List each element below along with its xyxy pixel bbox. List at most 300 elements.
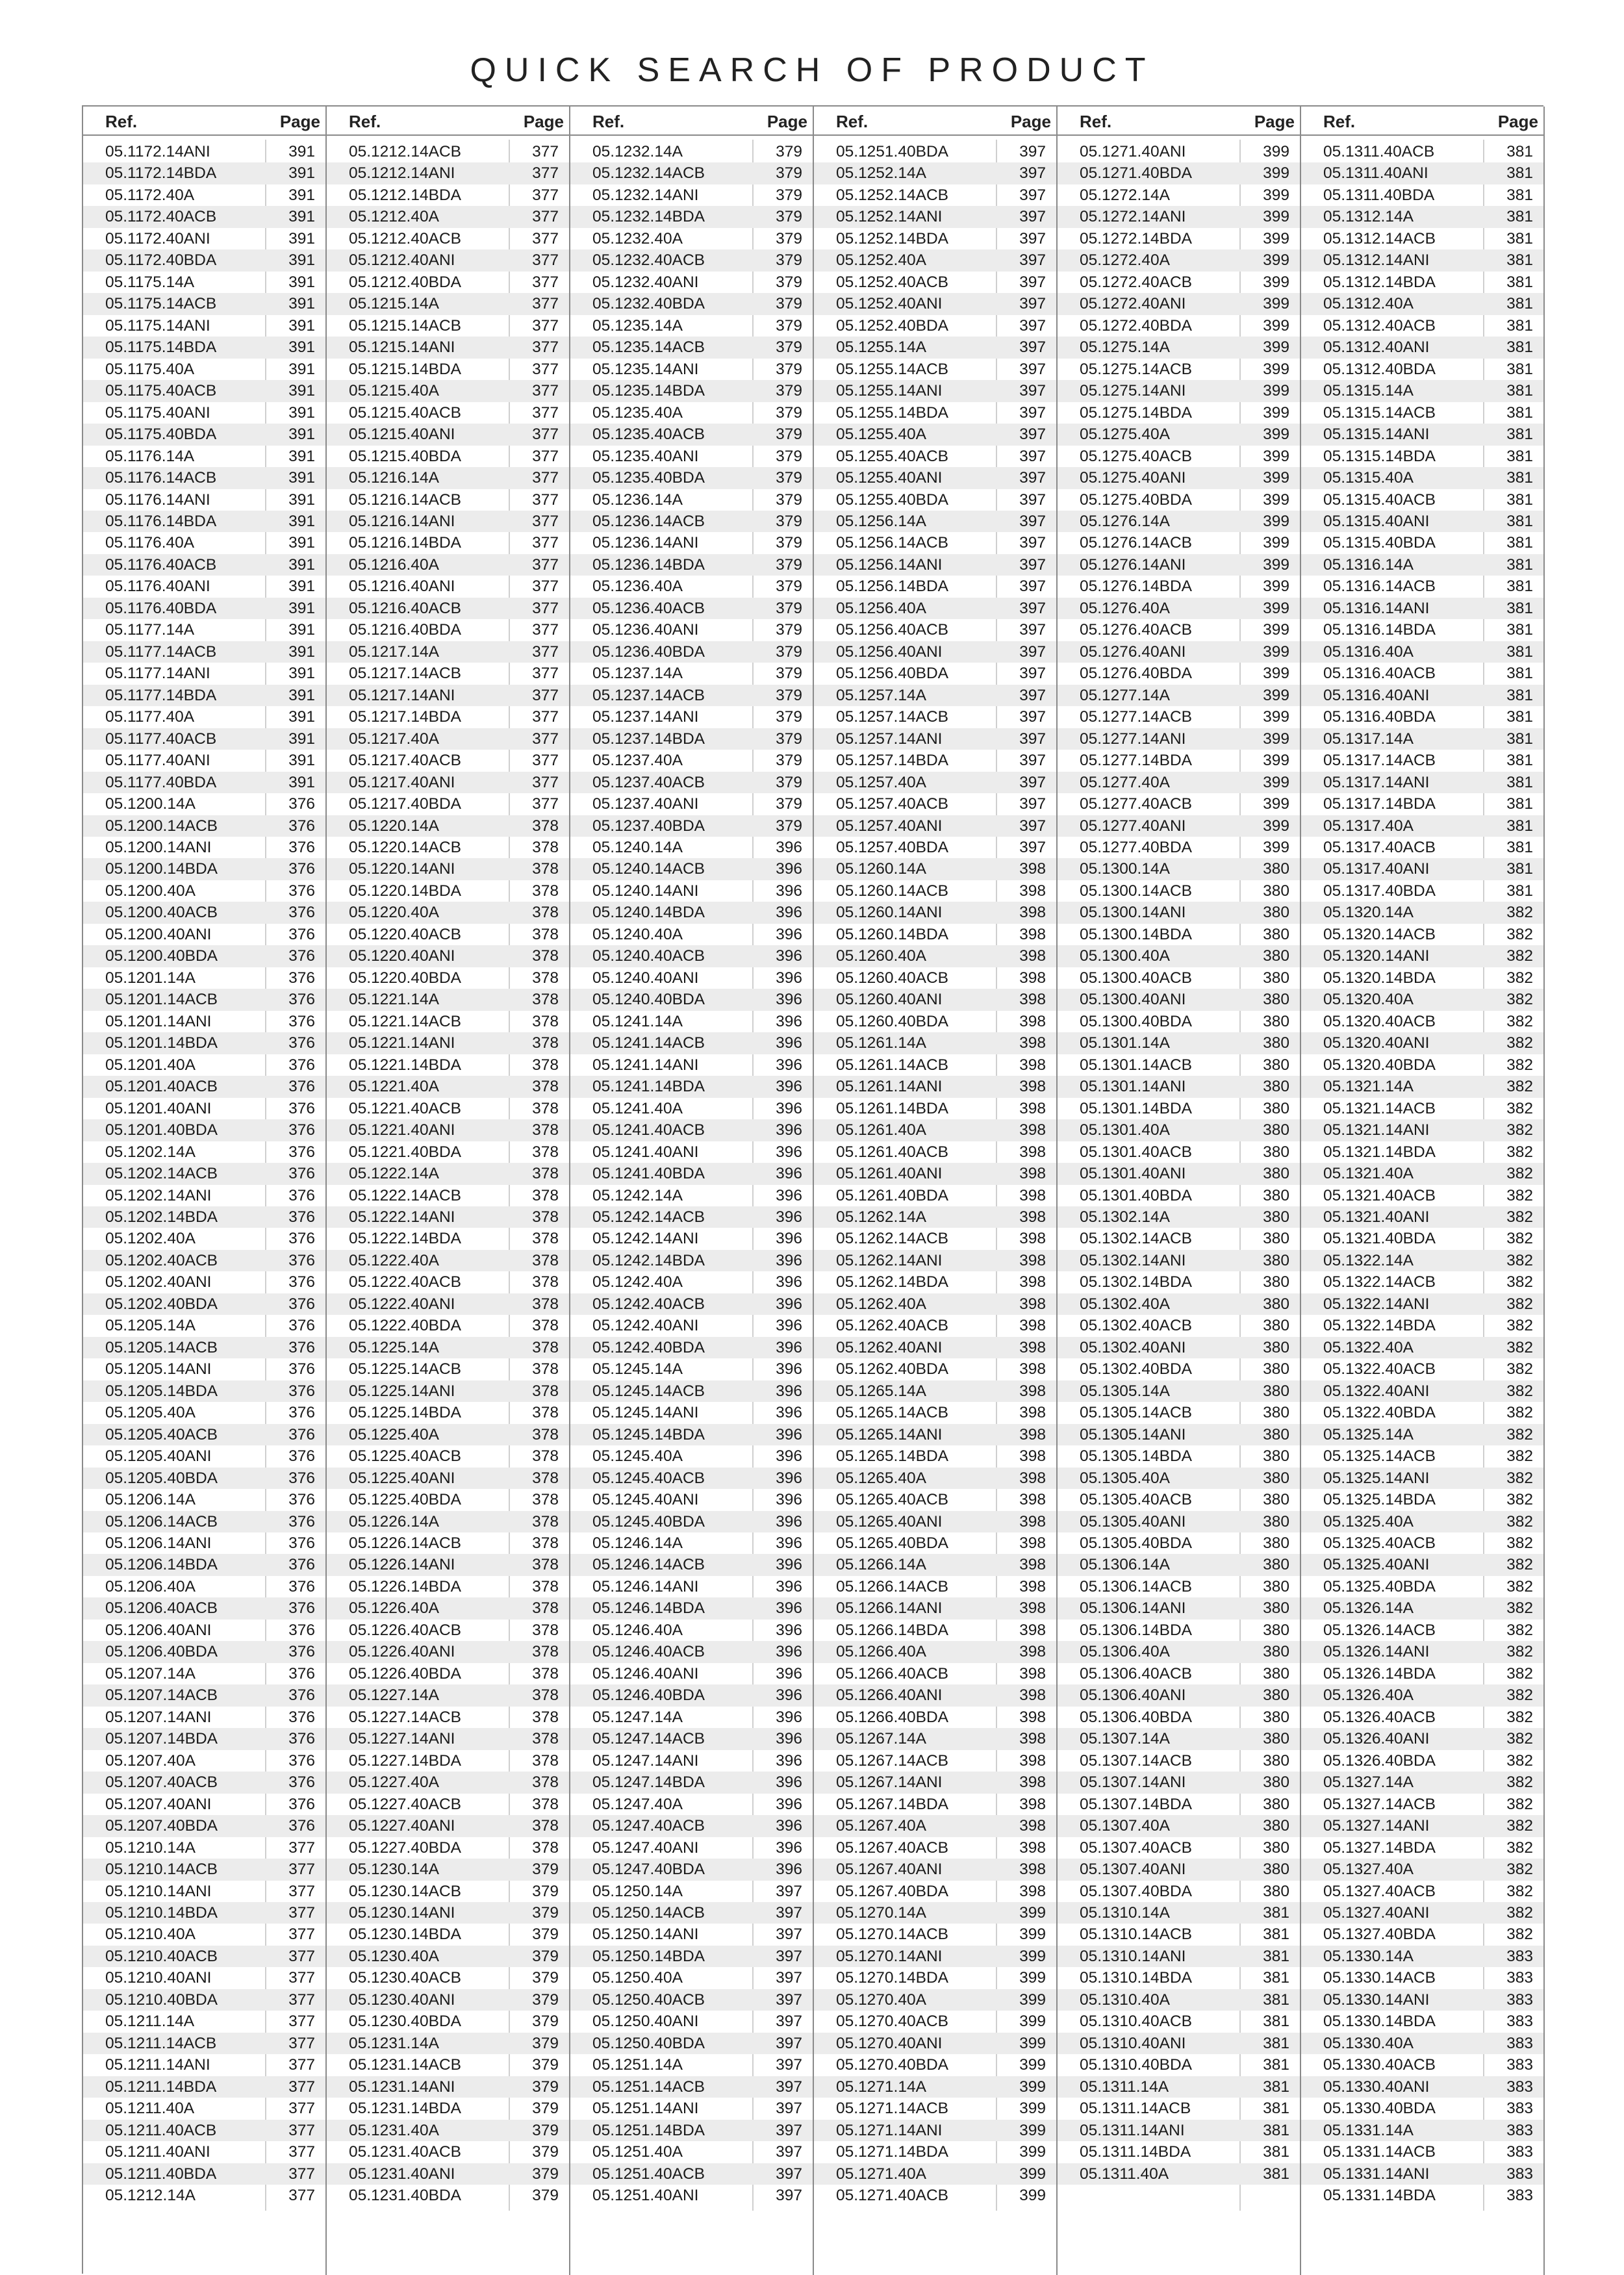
ref-code: 05.1215.14ACB: [349, 316, 461, 335]
table-row: [1301, 2076, 1543, 2098]
table-row: [1301, 1141, 1543, 1163]
ref-code: 05.1257.40BDA: [836, 839, 948, 856]
table-row: [1301, 1597, 1543, 1619]
page-number: 377: [288, 2165, 315, 2183]
ref-code: 05.1262.40ANI: [836, 1338, 943, 1356]
ref-code: 05.1220.14ANI: [349, 860, 455, 878]
ref-code: 05.1267.40BDA: [836, 1882, 948, 1900]
ref-code: 05.1251.14BDA: [592, 2121, 705, 2139]
table-row: [1058, 1489, 1300, 1510]
ref-code: 05.1272.14A: [1080, 186, 1170, 204]
row-list: [1301, 141, 1543, 2207]
table-row: [570, 1902, 813, 1924]
page-number: 380: [1263, 1773, 1289, 1792]
page-number: 376: [288, 1599, 315, 1618]
table-row: [1301, 359, 1543, 380]
page-number: 382: [1506, 1360, 1533, 1379]
table-row: [1058, 576, 1300, 597]
ref-code: 05.1301.14A: [1080, 1034, 1170, 1052]
page-number: 397: [1019, 773, 1046, 791]
page-number: 378: [532, 1404, 559, 1422]
table-row: [327, 750, 569, 771]
table-row: [570, 902, 813, 923]
page-number: 379: [776, 795, 802, 813]
page-number: 377: [532, 426, 559, 444]
page-number: 378: [532, 925, 559, 943]
table-row: [83, 750, 325, 771]
ref-code: 05.1255.14ANI: [836, 382, 943, 400]
ref-code: 05.1205.14A: [105, 1317, 196, 1335]
table-row: [83, 1185, 325, 1206]
ref-code: 05.1201.14ACB: [105, 991, 218, 1009]
page-number: 377: [532, 360, 559, 378]
page-number: 398: [1019, 1143, 1046, 1161]
page-number: 378: [532, 1317, 559, 1335]
page-number: 376: [288, 1512, 315, 1531]
page-number: 382: [1506, 1643, 1533, 1661]
page-number: 380: [1263, 1273, 1289, 1291]
ref-code: 05.1311.14A: [1080, 2078, 1169, 2096]
page-number: 380: [1263, 969, 1289, 987]
ref-code: 05.1222.14A: [349, 1165, 439, 1183]
page-number: 376: [288, 1273, 315, 1291]
table-row: [83, 1011, 325, 1032]
table-row: [814, 206, 1056, 227]
ref-code: 05.1255.40ACB: [836, 447, 948, 465]
ref-code: 05.1322.14ACB: [1323, 1273, 1436, 1291]
page-number: 381: [1263, 1947, 1289, 1965]
table-row: [327, 1185, 569, 1206]
table-row: [327, 315, 569, 337]
table-row: [327, 1815, 569, 1837]
page-number: 382: [1506, 1251, 1533, 1269]
page-number: 378: [532, 1295, 559, 1313]
table-row: [1058, 1032, 1300, 1054]
page-number: 382: [1506, 1425, 1533, 1443]
table-row: [570, 1185, 813, 1206]
ref-code: 05.1301.40A: [1080, 1121, 1170, 1139]
table-row: [570, 772, 813, 793]
page-number: 382: [1506, 1338, 1533, 1356]
ref-code: 05.1240.14A: [592, 839, 683, 856]
ref-code: 05.1302.14BDA: [1080, 1273, 1192, 1291]
table-row: [83, 685, 325, 706]
table-row: [814, 619, 1056, 641]
ref-code: 05.1240.14ACB: [592, 860, 705, 878]
ref-code: 05.1276.14BDA: [1080, 578, 1192, 596]
table-row: [83, 1946, 325, 1967]
page-number: 378: [532, 1512, 559, 1531]
page-number: 376: [288, 991, 315, 1009]
ref-code: 05.1227.14BDA: [349, 1751, 461, 1770]
table-row: [814, 1293, 1056, 1315]
page-number: 379: [776, 621, 802, 639]
index-column: [570, 107, 814, 2275]
page-number: 398: [1019, 1556, 1046, 1574]
page-header: Page: [279, 112, 320, 131]
page-number: 382: [1506, 1382, 1533, 1400]
table-row: [814, 1076, 1056, 1097]
table-row: [570, 162, 813, 184]
page-number: 382: [1506, 1795, 1533, 1813]
page-number: 383: [1506, 2013, 1533, 2031]
ref-code: 05.1206.40BDA: [105, 1643, 218, 1661]
table-row: [1301, 228, 1543, 249]
page-number: 377: [532, 555, 559, 574]
ref-code: 05.1176.40ANI: [105, 578, 210, 596]
table-row: [1058, 728, 1300, 750]
table-row: [327, 1076, 569, 1097]
table-row: [570, 315, 813, 337]
ref-code: 05.1212.40ACB: [349, 229, 461, 248]
ref-code: 05.1235.40BDA: [592, 469, 705, 487]
ref-code: 05.1230.14A: [349, 1861, 439, 1879]
ref-code: 05.1201.14A: [105, 969, 196, 987]
ref-code: 05.1175.14BDA: [105, 338, 217, 357]
page-number: 377: [532, 295, 559, 313]
table-row: [83, 1554, 325, 1575]
ref-code: 05.1265.14BDA: [836, 1447, 948, 1466]
ref-code: 05.1317.40ANI: [1323, 860, 1430, 878]
ref-code: 05.1232.14BDA: [592, 208, 705, 226]
table-row: [1058, 1859, 1300, 1880]
table-row: [814, 1750, 1056, 1772]
ref-code: 05.1306.40ACB: [1080, 1664, 1192, 1683]
ref-code: 05.1255.14A: [836, 338, 926, 357]
page-number: 380: [1263, 1838, 1289, 1857]
table-row: [570, 728, 813, 750]
table-row: [83, 1663, 325, 1684]
table-row: [1058, 1728, 1300, 1749]
ref-code: 05.1230.40ACB: [349, 1969, 461, 1987]
ref-code: 05.1251.40A: [592, 2143, 683, 2161]
table-row: [1058, 1315, 1300, 1336]
ref-code: 05.1266.14ACB: [836, 1577, 948, 1595]
table-row: [1301, 1794, 1543, 1815]
table-row: [814, 1772, 1056, 1793]
ref-code: 05.1177.40A: [105, 708, 195, 726]
page-number: 379: [776, 730, 802, 748]
ref-code: 05.1271.40ANI: [1080, 143, 1186, 160]
table-row: [814, 858, 1056, 880]
ref-code: 05.1202.40BDA: [105, 1295, 218, 1313]
table-row: [83, 1119, 325, 1141]
table-row: [1058, 1902, 1300, 1924]
page-number: 379: [776, 555, 802, 574]
ref-code: 05.1176.14ANI: [105, 490, 210, 509]
ref-code: 05.1221.40ACB: [349, 1099, 461, 1117]
page-number: 397: [1019, 555, 1046, 574]
table-row: [1058, 1119, 1300, 1141]
page-number: 382: [1506, 1078, 1533, 1096]
page-number: 391: [288, 490, 315, 509]
page-number: 398: [1019, 1034, 1046, 1052]
table-row: [1058, 837, 1300, 858]
table-row: [814, 728, 1056, 750]
page-number: 397: [1019, 752, 1046, 770]
ref-code: 05.1325.14ACB: [1323, 1447, 1436, 1466]
ref-code: 05.1250.40ACB: [592, 1990, 705, 2009]
ref-code: 05.1271.14ANI: [836, 2121, 943, 2139]
ref-code: 05.1260.14BDA: [836, 925, 948, 943]
ref-code: 05.1306.14ANI: [1080, 1599, 1186, 1618]
page-number: 381: [1263, 1969, 1289, 1987]
ref-code: 05.1300.14ANI: [1080, 904, 1186, 922]
table-row: [1058, 1098, 1300, 1119]
table-row: [1058, 467, 1300, 489]
table-row: [1058, 1750, 1300, 1772]
ref-code: 05.1311.14ACB: [1080, 2100, 1191, 2118]
ref-code: 05.1236.40A: [592, 578, 683, 596]
table-row: [570, 1924, 813, 1945]
ref-code: 05.1330.40ANI: [1323, 2078, 1430, 2096]
page-number: 379: [776, 447, 802, 465]
table-row: [1058, 619, 1300, 641]
table-row: [1301, 272, 1543, 293]
ref-code: 05.1320.40ACB: [1323, 1012, 1436, 1030]
page-number: 382: [1506, 1056, 1533, 1074]
ref-code: 05.1246.14BDA: [592, 1599, 705, 1618]
ref-header: Ref.: [836, 112, 869, 131]
page-number: 396: [776, 1382, 802, 1400]
table-row: [1058, 1707, 1300, 1728]
table-row: [327, 1032, 569, 1054]
ref-code: 05.1215.40A: [349, 382, 439, 400]
ref-code: 05.1315.14ACB: [1323, 403, 1436, 422]
page-number: 396: [776, 1208, 802, 1226]
page-number: 391: [288, 708, 315, 726]
ref-code: 05.1261.14BDA: [836, 1099, 948, 1117]
page-number: 382: [1506, 1012, 1533, 1030]
table-row: [83, 184, 325, 206]
table-row: [327, 1228, 569, 1249]
page-number: 381: [1506, 642, 1533, 661]
ref-code: 05.1271.40A: [836, 2165, 926, 2183]
ref-code: 05.1306.14BDA: [1080, 1621, 1192, 1639]
page-number: 399: [1263, 403, 1289, 422]
table-row: [570, 1641, 813, 1662]
table-row: [327, 858, 569, 880]
page-number: 379: [776, 273, 802, 291]
ref-code: 05.1222.40ANI: [349, 1295, 455, 1313]
ref-code: 05.1256.40A: [836, 599, 926, 617]
page-number: 376: [288, 1491, 315, 1509]
page-number: 382: [1506, 1317, 1533, 1335]
page-number: 382: [1506, 1708, 1533, 1726]
ref-code: 05.1251.14ACB: [592, 2078, 705, 2096]
table-row: [570, 184, 813, 206]
table-row: [327, 1098, 569, 1119]
page-number: 379: [776, 708, 802, 726]
table-row: [1058, 1271, 1300, 1293]
ref-code: 05.1267.14ACB: [836, 1751, 948, 1770]
ref-code: 05.1275.40ACB: [1080, 447, 1192, 465]
ref-code: 05.1307.14ANI: [1080, 1773, 1186, 1792]
table-row: [814, 1859, 1056, 1880]
table-row: [83, 337, 325, 358]
table-row: [814, 1054, 1056, 1076]
table-row: [83, 1098, 325, 1119]
ref-code: 05.1327.40BDA: [1323, 1925, 1436, 1944]
ref-code: 05.1250.40A: [592, 1969, 683, 1987]
page-number: 381: [1263, 2034, 1289, 2052]
ref-code: 05.1200.40A: [105, 882, 196, 900]
ref-code: 05.1237.14A: [592, 665, 683, 683]
table-row: [814, 2076, 1056, 2098]
ref-header: Ref.: [349, 112, 381, 131]
page-number: 379: [776, 773, 802, 791]
page-number: 396: [776, 969, 802, 987]
table-row: [1301, 2098, 1543, 2119]
ref-code: 05.1260.40A: [836, 947, 926, 965]
ref-code: 05.1205.40ACB: [105, 1425, 218, 1443]
ref-code: 05.1315.40ANI: [1323, 512, 1430, 530]
ref-code: 05.1301.40ANI: [1080, 1165, 1186, 1183]
page-number: 382: [1506, 991, 1533, 1009]
ref-code: 05.1245.40A: [592, 1447, 683, 1466]
table-row: [1058, 446, 1300, 467]
ref-code: 05.1242.40A: [592, 1273, 683, 1291]
page-number: 396: [776, 1730, 802, 1748]
ref-code: 05.1231.14ACB: [349, 2056, 461, 2074]
page-number: 376: [288, 1165, 315, 1183]
page-number: 376: [288, 1295, 315, 1313]
table-row: [83, 1772, 325, 1793]
ref-code: 05.1316.14ANI: [1323, 599, 1430, 617]
ref-code: 05.1246.14ANI: [592, 1577, 699, 1595]
page-number: 376: [288, 1012, 315, 1030]
ref-code: 05.1225.14ACB: [349, 1360, 461, 1379]
ref-code: 05.1232.14A: [592, 143, 683, 160]
table-row: [327, 576, 569, 597]
page-number: 391: [288, 730, 315, 748]
page-number: 377: [532, 686, 559, 704]
table-row: [1301, 511, 1543, 532]
ref-code: 05.1316.14BDA: [1323, 621, 1436, 639]
ref-code: 05.1201.40ACB: [105, 1078, 218, 1096]
table-row: [1058, 228, 1300, 249]
table-row: [1058, 1641, 1300, 1662]
ref-code: 05.1307.40ANI: [1080, 1861, 1186, 1879]
table-row: [83, 511, 325, 532]
table-row: [1058, 2098, 1300, 2119]
table-row: [814, 685, 1056, 706]
page-number: 378: [532, 1165, 559, 1183]
page-number: 378: [532, 1338, 559, 1356]
table-row: [570, 2098, 813, 2119]
page-number: 381: [1506, 773, 1533, 791]
page-number: 396: [776, 1512, 802, 1531]
table-row: [83, 293, 325, 314]
ref-code: 05.1235.40ACB: [592, 426, 705, 444]
table-row: [327, 1337, 569, 1358]
table-row: [814, 1815, 1056, 1837]
table-row: [570, 793, 813, 815]
page-number: 379: [532, 1925, 559, 1944]
page-number: 399: [1263, 426, 1289, 444]
page-number: 396: [776, 1469, 802, 1487]
page-number: 381: [1506, 469, 1533, 487]
ref-code: 05.1230.40ANI: [349, 1990, 455, 2009]
ref-code: 05.1227.14A: [349, 1686, 439, 1705]
ref-code: 05.1252.40ACB: [836, 273, 948, 291]
page-number: 399: [1263, 164, 1289, 183]
page-number: 382: [1506, 1230, 1533, 1248]
ref-code: 05.1216.40ANI: [349, 578, 455, 596]
page-number: 379: [776, 382, 802, 400]
page-number: 376: [288, 1469, 315, 1487]
page-number: 391: [288, 143, 315, 160]
ref-code: 05.1242.40BDA: [592, 1338, 705, 1356]
page-number: 399: [1263, 534, 1289, 552]
table-row: [570, 1293, 813, 1315]
ref-code: 05.1220.40BDA: [349, 969, 461, 987]
page-number: 382: [1506, 1925, 1533, 1944]
page-number: 380: [1263, 1143, 1289, 1161]
table-row: [814, 424, 1056, 445]
page-number: 381: [1506, 882, 1533, 900]
page-number: 377: [532, 186, 559, 204]
table-row: [327, 2141, 569, 2163]
ref-code: 05.1261.14ANI: [836, 1078, 943, 1096]
ref-code: 05.1330.14ACB: [1323, 1969, 1436, 1987]
page-number: 379: [776, 665, 802, 683]
table-row: [814, 1576, 1056, 1597]
page-number: 378: [532, 1491, 559, 1509]
table-row: [814, 1620, 1056, 1641]
page-number: 397: [1019, 273, 1046, 291]
ref-code: 05.1262.14BDA: [836, 1273, 948, 1291]
page-number: 391: [288, 338, 315, 357]
table-row: [1301, 1750, 1543, 1772]
ref-code: 05.1177.14A: [105, 621, 195, 639]
ref-code: 05.1265.40ACB: [836, 1491, 948, 1509]
ref-code: 05.1215.14A: [349, 295, 439, 313]
ref-code: 05.1266.14BDA: [836, 1621, 948, 1639]
ref-code: 05.1261.40BDA: [836, 1186, 948, 1204]
ref-code: 05.1306.14A: [1080, 1556, 1170, 1574]
ref-code: 05.1317.14A: [1323, 730, 1414, 748]
page-number: 380: [1263, 1186, 1289, 1204]
table-row: [1058, 1554, 1300, 1575]
ref-code: 05.1247.40A: [592, 1795, 683, 1813]
table-row: [1301, 1293, 1543, 1315]
table-row: [327, 206, 569, 227]
table-row: [1058, 793, 1300, 815]
table-row: [327, 880, 569, 902]
table-row: [1058, 1794, 1300, 1815]
page-number: 396: [776, 1577, 802, 1595]
ref-code: 05.1255.40A: [836, 426, 926, 444]
page-number: 379: [532, 1947, 559, 1965]
ref-code: 05.1302.40BDA: [1080, 1360, 1192, 1379]
page-number: 398: [1019, 1664, 1046, 1683]
table-row: [570, 1337, 813, 1358]
page-number: 396: [776, 1099, 802, 1117]
page-number: 376: [288, 1056, 315, 1074]
page-number: 399: [1019, 1969, 1046, 1987]
page-number: 391: [288, 642, 315, 661]
table-row: [1058, 1424, 1300, 1445]
ref-code: 05.1322.40A: [1323, 1338, 1414, 1356]
page-number: 376: [288, 1577, 315, 1595]
table-row: [1058, 1924, 1300, 1945]
page-number: 380: [1263, 1295, 1289, 1313]
table-row: [1058, 293, 1300, 314]
table-row: [1301, 2054, 1543, 2076]
table-row: [814, 1554, 1056, 1575]
ref-code: 05.1236.40ANI: [592, 621, 699, 639]
